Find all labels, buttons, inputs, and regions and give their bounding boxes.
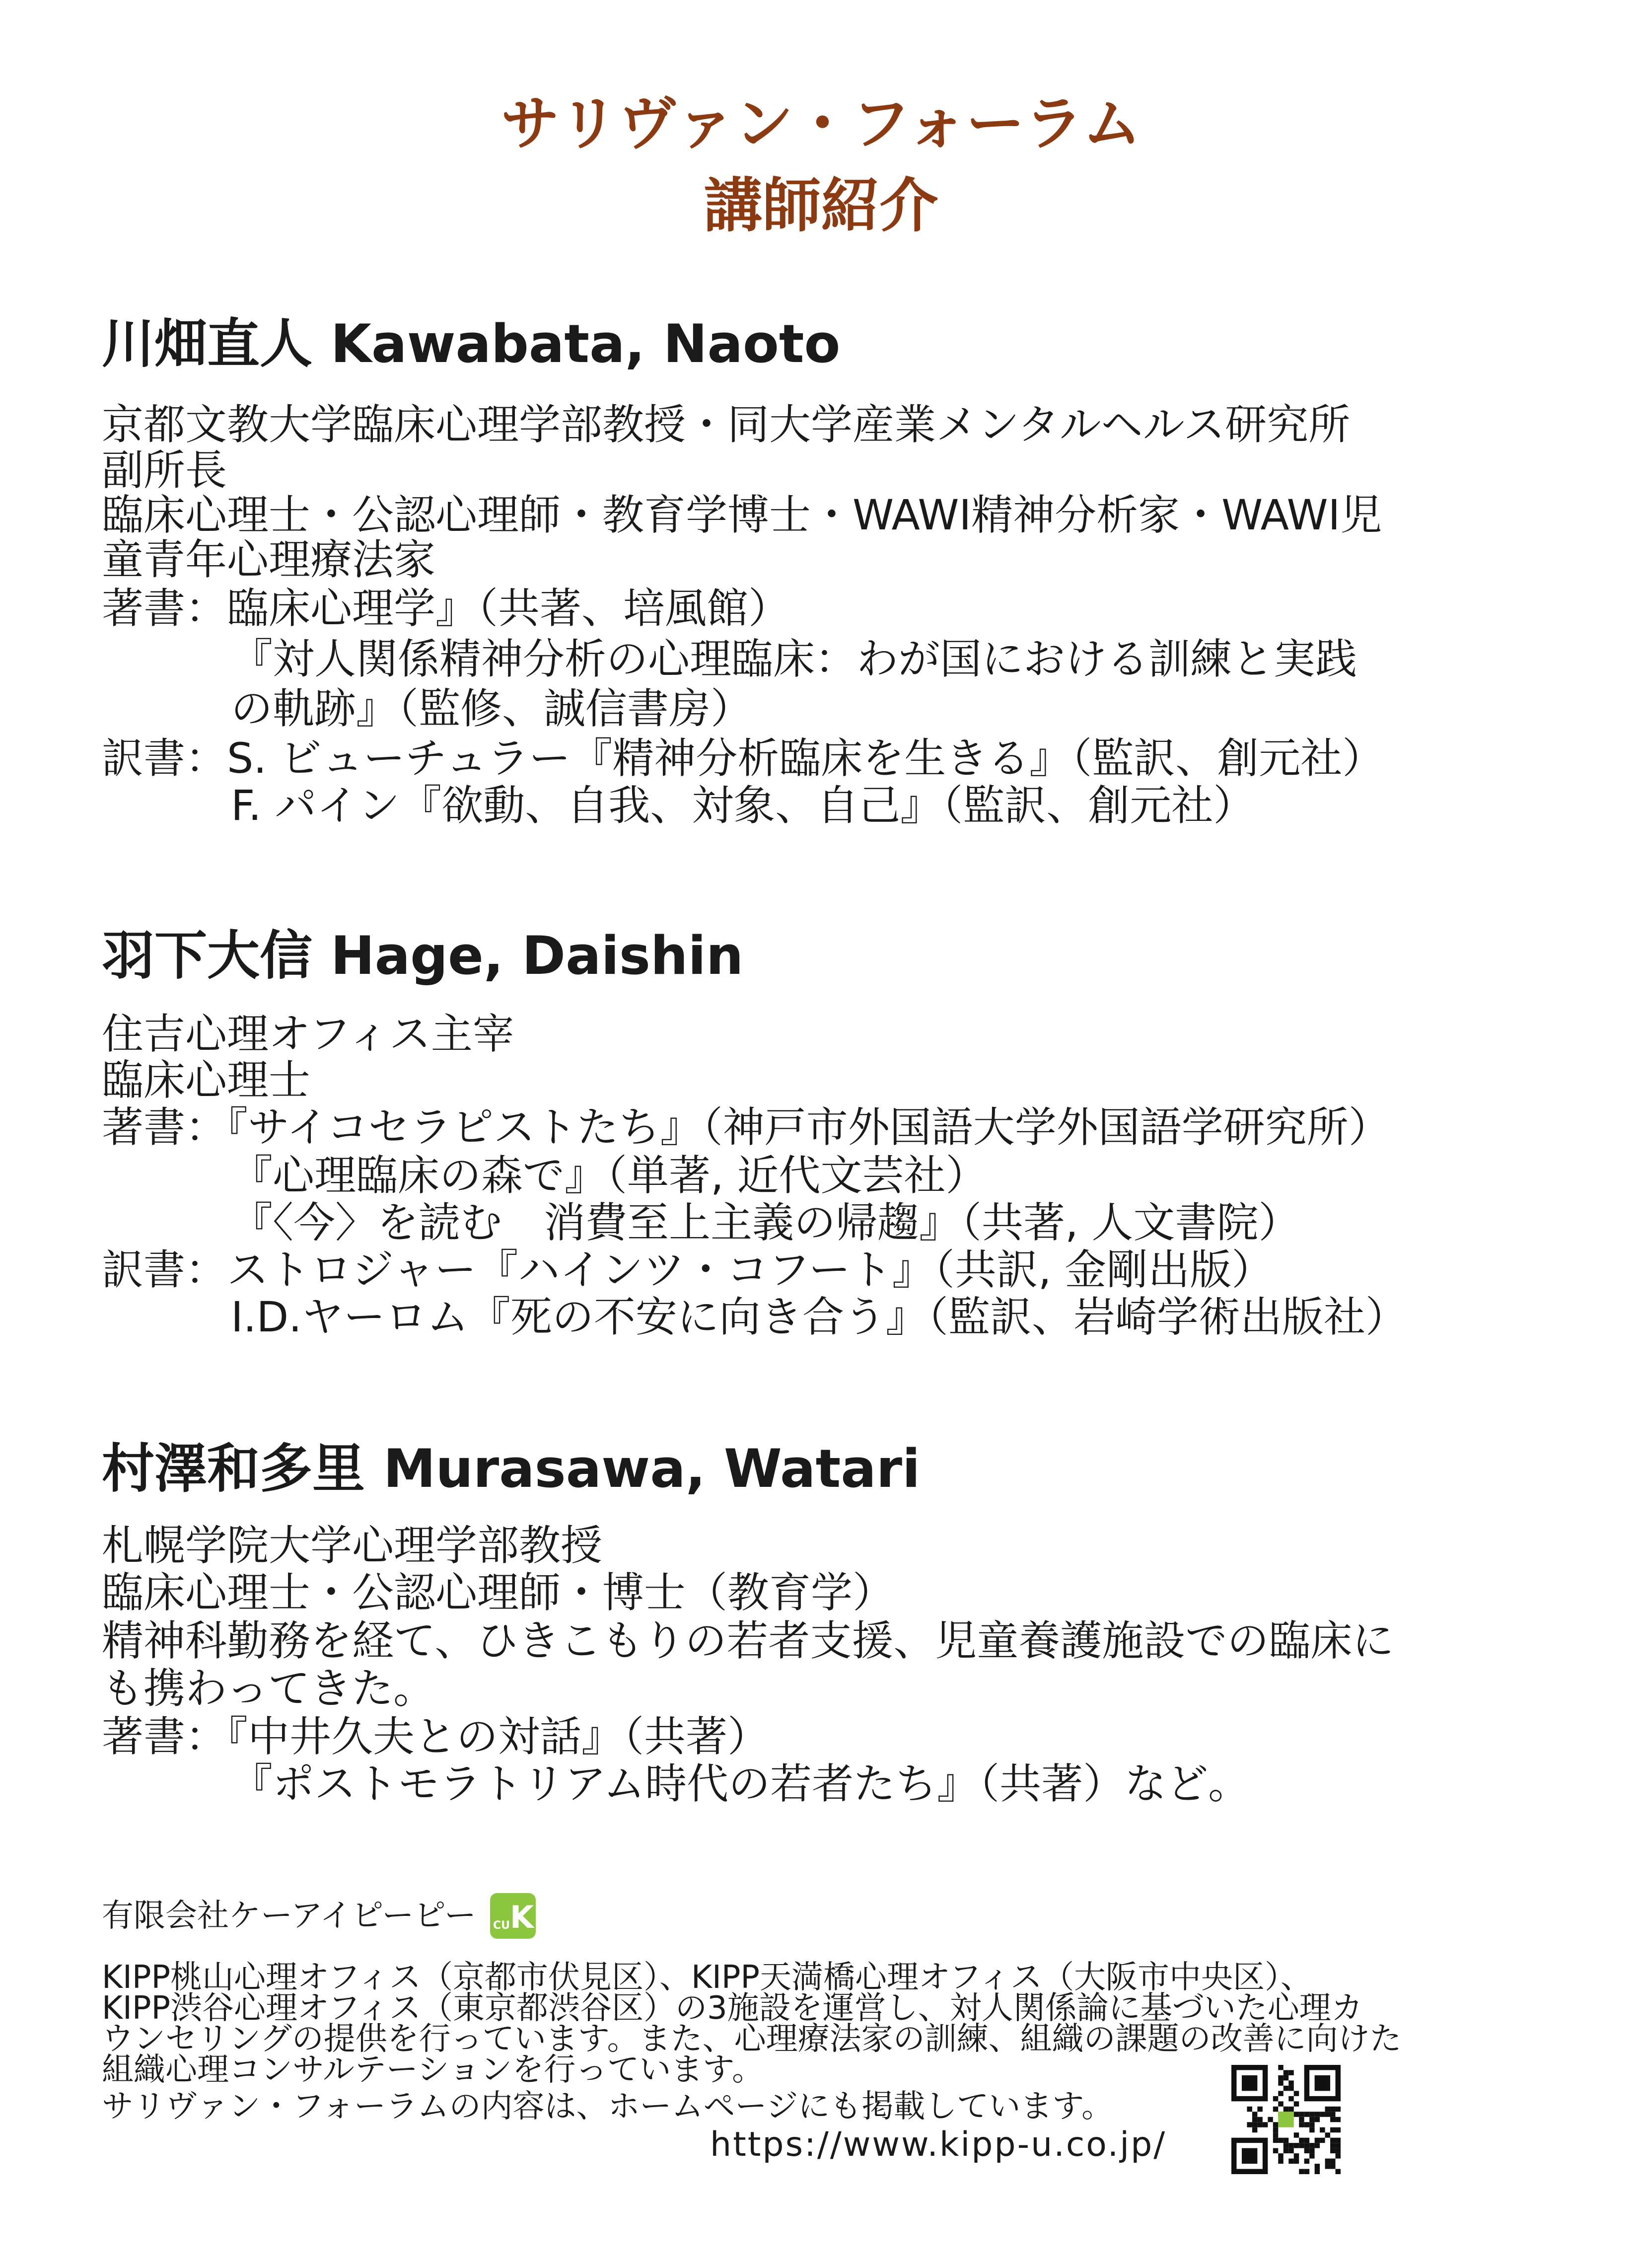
qr-module — [1330, 2112, 1335, 2117]
qr-module — [1325, 2132, 1330, 2137]
qr-module — [1278, 2065, 1283, 2070]
lecturer-line: 臨床心理士・公認心理師・教育学博士・WAWI精神分析家・WAWI児 — [102, 491, 1382, 539]
qr-module — [1330, 2164, 1335, 2169]
qr-module — [1247, 2122, 1252, 2127]
qr-module — [1299, 2169, 1304, 2174]
qr-module — [1242, 2075, 1257, 2091]
qr-module — [1273, 2148, 1278, 2153]
qr-module — [1315, 2075, 1330, 2091]
qr-module — [1288, 2080, 1293, 2085]
qr-module — [1315, 2164, 1320, 2169]
company-name: 有限会社ケーアイピーピー — [102, 1898, 476, 1934]
footer-note: サリヴァン・フォーラムの内容は、ホームページにも掲載しています。 — [102, 2088, 1114, 2125]
qr-module — [1299, 2117, 1304, 2122]
qr-module — [1294, 2153, 1299, 2158]
qr-module — [1320, 2138, 1325, 2143]
homepage-link[interactable]: https://www.kipp-u.co.jp/ — [710, 2125, 1167, 2164]
lecturer-line: 著書：『中井久夫との対話』（共著） — [102, 1712, 770, 1761]
qr-module — [1278, 2101, 1283, 2106]
qr-module — [1278, 2159, 1283, 2164]
qr-module — [1284, 2075, 1288, 2080]
qr-module — [1278, 2080, 1283, 2085]
qr-module — [1309, 2122, 1314, 2127]
qr-module — [1284, 2148, 1288, 2153]
lecturer-name: 川畑直人 Kawabata, Naoto — [102, 313, 841, 374]
qr-module — [1336, 2153, 1341, 2158]
qr-module — [1294, 2101, 1299, 2106]
qr-module — [1278, 2138, 1283, 2143]
lecturer-line: 副所長 — [102, 446, 227, 495]
qr-module — [1330, 2117, 1335, 2122]
qr-module — [1315, 2138, 1320, 2143]
qr-module — [1247, 2107, 1252, 2112]
qr-code-icon[interactable] — [1231, 2065, 1341, 2174]
qr-module — [1288, 2143, 1293, 2148]
qr-module — [1288, 2159, 1293, 2164]
lecturer-line: 訳書：S. ビューチュラー『精神分析臨床を生きる』（監訳、創元社） — [102, 734, 1384, 783]
lecturer-line: 京都文教大学臨床心理学部教授・同大学産業メンタルヘルス研究所 — [102, 400, 1351, 449]
qr-module — [1320, 2112, 1325, 2117]
qr-module — [1304, 2143, 1309, 2148]
qr-module — [1336, 2143, 1341, 2148]
qr-module — [1268, 2117, 1273, 2122]
logo-letter: K — [509, 1899, 534, 1935]
qr-module — [1336, 2138, 1341, 2143]
qr-module — [1273, 2127, 1278, 2132]
qr-module — [1325, 2107, 1330, 2112]
qr-module — [1284, 2107, 1288, 2112]
qr-module — [1257, 2122, 1262, 2127]
qr-module — [1273, 2122, 1278, 2127]
qr-module — [1284, 2143, 1288, 2148]
qr-module — [1288, 2086, 1293, 2091]
qr-module — [1299, 2112, 1304, 2117]
qr-module — [1325, 2164, 1330, 2169]
company-description-line: KIPP桃山心理オフィス（京都市伏見区）、KIPP天満橋心理オフィス（大阪市中央区）、 — [102, 1959, 1312, 1996]
company-description-line: KIPP渋谷心理オフィス（東京都渋谷区）の3施設を運営し、対人関係論に基づいた心理カ — [102, 1990, 1363, 2027]
qr-module — [1330, 2138, 1335, 2143]
qr-module — [1304, 2148, 1309, 2153]
qr-module — [1336, 2107, 1341, 2112]
qr-module — [1309, 2148, 1314, 2153]
qr-module — [1252, 2122, 1257, 2127]
lecturer-line: 著書：『サイコセラピストたち』（神戸市外国語大学外国語学研究所） — [102, 1103, 1390, 1152]
company-description-line: ウンセリングの提供を行っています。また、心理療法家の訓練、組織の課題の改善に向けた — [102, 2021, 1402, 2057]
qr-module — [1252, 2127, 1257, 2132]
qr-module — [1252, 2117, 1257, 2122]
qr-module — [1304, 2138, 1309, 2143]
qr-module — [1288, 2070, 1293, 2075]
lecturer-line: の軌跡』（監修、誠信書房） — [231, 684, 753, 733]
lecturer-line: 臨床心理士 — [102, 1056, 311, 1104]
lecturer-name: 村澤和多里 Murasawa, Watari — [102, 1438, 921, 1499]
qr-module — [1278, 2112, 1293, 2127]
lecturer-line: 童青年心理療法家 — [102, 535, 436, 584]
qr-module — [1294, 2159, 1299, 2164]
lecturer-line: 札幌学院大学心理学部教授 — [102, 1521, 603, 1570]
qr-module — [1325, 2159, 1330, 2164]
qr-module — [1278, 2153, 1283, 2158]
qr-module — [1309, 2153, 1314, 2158]
qr-module — [1294, 2091, 1299, 2096]
qr-module — [1309, 2112, 1314, 2117]
qr-module — [1294, 2112, 1299, 2117]
qr-module — [1336, 2148, 1341, 2153]
qr-module — [1315, 2143, 1320, 2148]
qr-module — [1257, 2117, 1262, 2122]
qr-module — [1257, 2107, 1262, 2112]
qr-module — [1284, 2138, 1288, 2143]
qr-module — [1330, 2159, 1335, 2164]
lecturer-line: 精神科勤務を経て、ひきこもりの若者支援、児童養護施設での臨床に — [102, 1616, 1394, 1665]
qr-module — [1288, 2107, 1293, 2112]
qr-module — [1288, 2148, 1293, 2153]
company-logo-icon — [490, 1893, 536, 1939]
qr-module — [1273, 2107, 1278, 2112]
qr-module — [1278, 2075, 1283, 2080]
qr-module — [1294, 2132, 1299, 2137]
lecturer-line: F. パイン『欲動、自我、対象、自己』（監訳、創元社） — [231, 781, 1255, 830]
qr-module — [1299, 2143, 1304, 2148]
qr-module — [1273, 2132, 1278, 2137]
qr-module — [1325, 2112, 1330, 2117]
qr-module — [1309, 2127, 1314, 2132]
qr-module — [1330, 2143, 1335, 2148]
lecturer-line: 『心理臨床の森で』（単著, 近代文芸社） — [231, 1151, 988, 1200]
qr-module — [1242, 2148, 1257, 2164]
qr-module — [1315, 2169, 1320, 2174]
qr-module — [1330, 2107, 1335, 2112]
qr-module — [1299, 2122, 1304, 2127]
qr-module — [1284, 2086, 1288, 2091]
qr-module — [1330, 2148, 1335, 2153]
qr-module — [1304, 2159, 1309, 2164]
qr-module — [1294, 2143, 1299, 2148]
qr-module — [1336, 2117, 1341, 2122]
qr-module — [1304, 2122, 1309, 2127]
qr-module — [1252, 2112, 1257, 2117]
qr-module — [1273, 2138, 1278, 2143]
company-description-line: 組織心理コンサルテーションを行っています。 — [102, 2051, 764, 2088]
qr-module — [1336, 2169, 1341, 2174]
qr-module — [1299, 2138, 1304, 2143]
page-subtitle: 講師紹介 — [704, 171, 938, 240]
qr-module — [1273, 2096, 1278, 2101]
qr-module — [1336, 2127, 1341, 2132]
lecturer-line: 『ポストモラトリアム時代の若者たち』（共著）など。 — [231, 1759, 1250, 1808]
logo-small-text: CU — [493, 1919, 510, 1932]
lecturer-line: 著書：臨床心理学』（共著、培風館） — [102, 584, 790, 633]
qr-module — [1263, 2122, 1268, 2127]
qr-module — [1309, 2117, 1314, 2122]
qr-module — [1315, 2112, 1320, 2117]
qr-module — [1304, 2169, 1309, 2174]
lecturer-line: も携わってきた。 — [102, 1664, 435, 1713]
lecturer-line: 『〈今〉を読む 消費至上主義の帰趨』（共著, 人文書院） — [231, 1198, 1300, 1247]
lecturer-name: 羽下大信 Hage, Daishin — [102, 925, 744, 986]
lecturer-line: 『対人関係精神分析の心理臨床：わが国における訓練と実践 — [231, 635, 1357, 683]
lecturer-line: 住吉心理オフィス主宰 — [102, 1010, 514, 1058]
company-name-row — [102, 1893, 536, 1939]
qr-module — [1330, 2127, 1335, 2132]
lecturer-line: 訳書：ストロジャー『ハインツ・コフート』（共訳, 金剛出版） — [102, 1245, 1274, 1294]
lecturer-line: 臨床心理士・公認心理師・博士（教育学） — [102, 1568, 895, 1617]
lecturer-line: I.D.ヤーロム『死の不安に向き合う』（監訳、岩崎学術出版社） — [231, 1293, 1407, 1341]
qr-module — [1278, 2091, 1283, 2096]
page-title: サリヴァン・フォーラム — [500, 89, 1142, 158]
qr-module — [1304, 2112, 1309, 2117]
qr-module — [1288, 2096, 1293, 2101]
qr-module — [1320, 2127, 1325, 2132]
qr-module — [1315, 2117, 1320, 2122]
qr-module — [1309, 2143, 1314, 2148]
qr-module — [1284, 2070, 1288, 2075]
